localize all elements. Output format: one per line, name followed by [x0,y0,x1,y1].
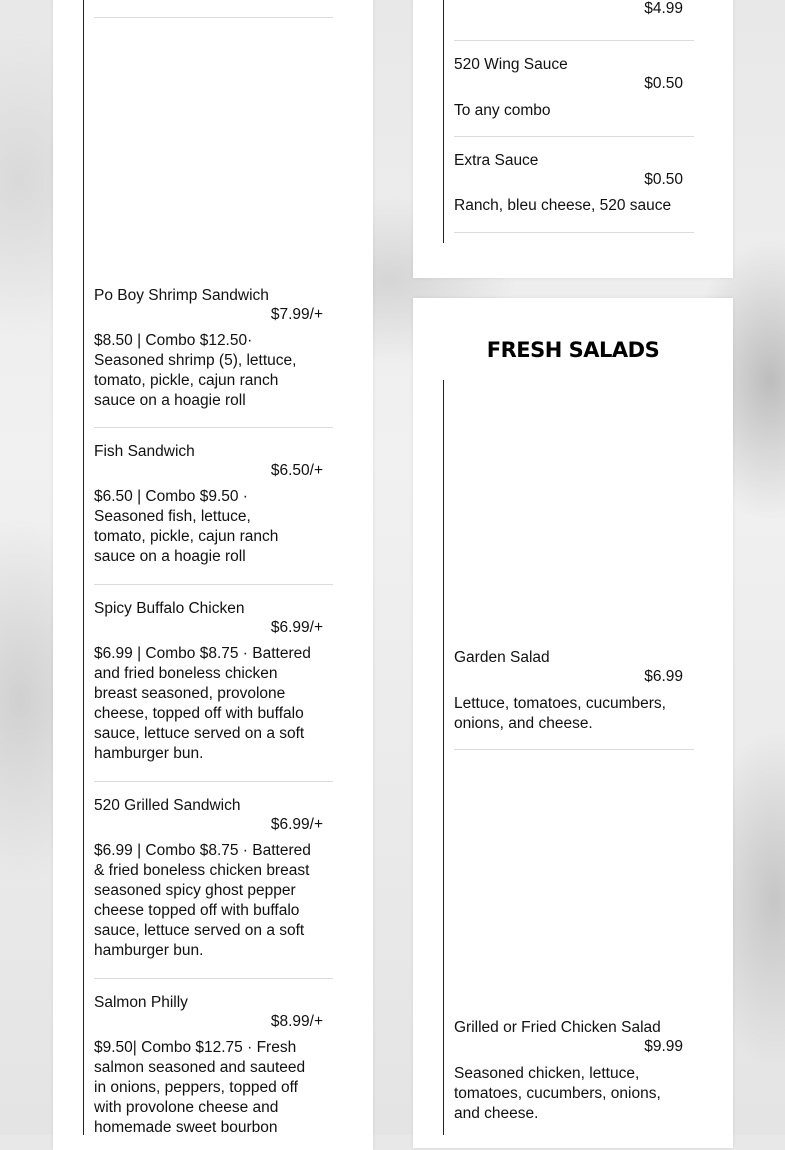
menu-item [94,599,334,769]
item-separator [94,584,333,585]
item-description: $6.99 | Combo $8.75 · Battered & fried boneless chicken breast seasoned spicy ghost pepper cheese topped off with buffalo sauce, lettuce served on a soft hamburger bun. [94,842,311,959]
menu-item [454,151,694,221]
item-name: Grilled or Fried Chicken Salad [454,1019,661,1036]
item-name: 520 Wing Sauce [454,56,568,73]
item-price: $9.99 [644,1038,683,1055]
item-price: $6.99 [644,668,683,685]
item-separator [454,232,694,233]
item-name: Garden Salad [454,649,550,666]
item-name: Fish Sandwich [94,443,195,460]
item-description: $6.50 | Combo $9.50 · Seasoned fish, lettuce, tomato, pickle, cajun ranch sauce on a hoagie roll [94,488,279,565]
item-separator [454,40,694,41]
item-price: $4.99 [644,0,683,17]
item-separator [454,749,694,750]
item-name: Spicy Buffalo Chicken [94,600,245,617]
item-name: Extra Sauce [454,152,539,169]
left-card-rule [83,0,84,1135]
menu-card-extras [413,0,733,278]
item-name: Po Boy Shrimp Sandwich [94,287,269,304]
item-separator [94,781,333,782]
menu-item [454,648,694,738]
item-price: $8.99/+ [270,1013,323,1030]
item-name: Salmon Philly [94,994,188,1011]
item-description: $9.50| Combo $12.75 · Fresh salmon seasoned and sauteed in onions, peppers, topped off with provolone cheese and homemade sweet bourbon [94,1039,306,1135]
item-name: 520 Grilled Sandwich [94,797,241,814]
menu-item [454,55,694,125]
item-price: $6.99/+ [270,816,323,833]
menu-item [94,796,334,966]
item-separator [94,427,333,428]
salads-card-rule [443,380,444,1135]
menu-item [94,286,334,416]
item-separator [454,136,694,137]
menu-item [454,1018,694,1135]
item-price: $0.50 [644,75,683,92]
item-description: Seasoned chicken, lettuce, tomatoes, cucumbers, onions, and cheese. [454,1065,661,1122]
item-separator [94,17,333,18]
menu-item-partial [454,0,694,23]
item-description: Lettuce, tomatoes, cucumbers, onions, and cheese. [454,695,666,732]
menu-item [94,442,334,572]
item-price: $6.50/+ [270,462,323,479]
menu-item [94,993,334,1135]
item-price: $6.99/+ [270,619,323,636]
section-title-fresh-salads: FRESH SALADS [486,338,660,362]
item-description: To any combo [454,102,551,119]
item-price: $7.99/+ [270,306,323,323]
item-price: $0.50 [644,171,683,188]
item-description: $8.50 | Combo $12.50· Seasoned shrimp (5), lettuce, tomato, pickle, cajun ranch sauce on a hoagie roll [94,332,297,409]
item-description: Ranch, bleu cheese, 520 sauce [454,197,672,214]
item-separator [94,978,333,979]
item-description: $6.99 | Combo $8.75 · Battered and fried boneless chicken breast seasoned, provolone cheese, topped off with buffalo sauce, lettuce served on a soft hamburger bun. [94,645,311,762]
extras-card-rule [443,0,444,243]
